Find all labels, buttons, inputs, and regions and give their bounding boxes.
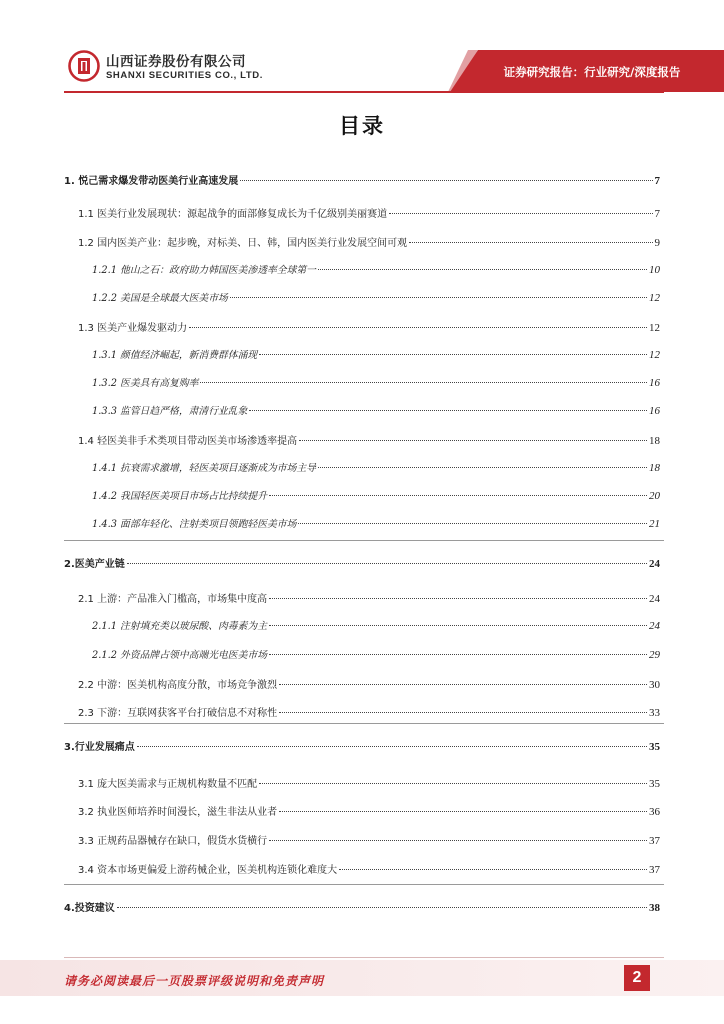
toc-dot-leader [389,213,652,214]
toc-dot-leader [318,467,647,468]
section-divider [64,540,664,541]
toc-dot-leader [339,869,647,870]
toc-entry-label: 1.3 医美产业爆发驱动力 [78,323,188,334]
toc-dot-leader [299,440,647,441]
toc-entry-page: 20 [649,490,660,502]
toc-entry-page: 18 [649,435,660,447]
toc-entry-page: 21 [649,518,660,530]
toc-entry-label: 1.2 国内医美产业：起步晚，对标美、日、韩，国内医美行业发展空间可观 [78,238,408,249]
toc-dot-leader [230,297,647,298]
toc-dot-leader [279,684,647,685]
page-header [0,0,724,90]
toc-entry[interactable] [78,319,660,335]
toc-entry[interactable] [92,262,660,278]
toc-entry-page: 37 [649,864,660,876]
toc-entry-page: 16 [649,377,660,389]
page-number: 2 [624,965,650,991]
toc-entry[interactable] [64,738,660,754]
toc-entry-label: 3.1 庞大医美需求与正规机构数量不匹配 [78,779,258,790]
toc-dot-leader [240,180,652,181]
toc-entry-page: 12 [649,322,660,334]
toc-entry-label: 2.1.1 注射填充类以玻尿酸、肉毒素为主 [92,621,267,632]
toc-entry-label: 2.1 上游：产品准入门槛高，市场集中度高 [78,594,268,605]
toc-entry-label: 1.2.2 美国是全球最大医美市场 [92,293,228,304]
toc-entry-label: 2.3 下游：互联网获客平台打破信息不对称性 [78,708,278,719]
toc-entry[interactable] [78,432,660,448]
toc-dot-leader [189,327,647,328]
toc-entry-page: 7 [654,175,660,187]
company-name-en: SHANXI SECURITIES CO., LTD. [106,70,263,81]
toc-dot-leader [269,654,647,655]
toc-entry-page: 16 [649,405,660,417]
toc-entry-page: 12 [649,292,660,304]
toc-dot-leader [137,746,647,747]
toc-entry[interactable] [92,460,660,476]
toc-entry-label: 1.3.2 医美具有高复购率 [92,378,199,389]
toc-entry-label: 1.3.3 监管日趋严格，肃清行业乱象 [92,406,248,417]
footer-divider [64,957,664,958]
disclaimer-text: 请务必阅读最后一页股票评级说明和免责声明 [64,974,325,988]
toc-dot-leader [409,242,652,243]
toc-entry-page: 33 [649,707,660,719]
toc-entry-label: 1.4.2 我国轻医美项目市场占比持续提升 [92,491,267,502]
toc-entry[interactable] [78,590,660,606]
toc-entry[interactable] [78,234,660,250]
toc-entry-page: 9 [654,237,660,249]
toc-entry-page: 24 [649,593,660,605]
toc-entry[interactable] [78,775,660,791]
toc-entry-page: 29 [649,649,660,661]
toc-entry-label: 1.2.1 他山之石：政府助力韩国医美渗透率全球第一 [92,265,316,276]
toc-entry-page: 7 [654,208,660,220]
shanxi-securities-logo-icon [68,50,100,82]
toc-entry[interactable] [92,647,660,663]
toc-entry-label: 1.1 医美行业发展现状：源起战争的面部修复成长为千亿级别美丽赛道 [78,209,388,220]
toc-entry[interactable] [92,618,660,634]
toc-entry-page: 18 [649,462,660,474]
toc-entry-label: 2.1.2 外资品牌占领中高端光电医美市场 [92,650,267,661]
toc-entry-page: 36 [649,806,660,818]
toc-dot-leader [269,625,647,626]
toc-entry-label: 3.2 执业医师培养时间漫长，滋生非法从业者 [78,807,278,818]
section-divider [64,723,664,724]
toc-dot-leader [259,783,647,784]
toc-entry-label: 1.3.1 颜值经济崛起，新消费群体涌现 [92,350,258,361]
toc-dot-leader [127,563,647,564]
toc-entry-page: 24 [649,558,660,570]
toc-entry-label: 3.3 正规药品器械存在缺口，假货水货横行 [78,836,268,847]
toc-entry-page: 10 [649,264,660,276]
toc-dot-leader [200,382,647,383]
page-footer [0,960,724,1000]
report-type: 证券研究报告：行业研究/深度报告 [503,65,681,79]
header-divider [64,91,664,93]
section-divider [64,884,664,885]
toc-entry[interactable] [78,676,660,692]
toc-entry-page: 35 [649,741,660,753]
toc-entry-label: 1.4 轻医美非手术类项目带动医美市场渗透率提高 [78,436,298,447]
toc-entry[interactable] [92,290,660,306]
toc-dot-leader [318,269,647,270]
toc-entry-page: 12 [649,349,660,361]
toc-entry[interactable] [78,832,660,848]
toc-dot-leader [279,712,647,713]
toc-entry-page: 24 [649,620,660,632]
toc-entry[interactable] [78,803,660,819]
toc-entry-page: 30 [649,679,660,691]
toc-entry[interactable] [92,488,660,504]
toc-entry-label: 1. 悦己需求爆发带动医美行业高速发展 [64,176,239,187]
toc-entry-label: 4.投资建议 [64,903,115,914]
toc-entry-label: 2.2 中游：医美机构高度分散，市场竞争激烈 [78,680,278,691]
toc-entry[interactable] [64,172,660,188]
toc-dot-leader [279,811,647,812]
toc-entry[interactable] [92,403,660,419]
toc-entry-label: 1.4.1 抗衰需求激增，轻医美项目逐渐成为市场主导 [92,463,316,474]
toc-entry[interactable] [78,861,660,877]
toc-dot-leader [269,598,647,599]
toc-entry[interactable] [78,704,660,720]
toc-entry[interactable] [78,205,660,221]
toc-dot-leader [117,907,647,908]
toc-dot-leader [269,495,647,496]
toc-entry[interactable] [92,347,660,363]
toc-entry-page: 38 [649,902,660,914]
company-name-cn: 山西证券股份有限公司 [106,54,246,70]
toc-entry-label: 1.4.3 面部年轻化、注射类项目领跑轻医美市场 [92,519,297,530]
toc-entry-label: 2.医美产业链 [64,559,125,570]
toc-dot-leader [259,354,647,355]
toc-dot-leader [249,410,647,411]
page-title: 目录 [339,114,385,138]
toc-entry-page: 37 [649,835,660,847]
toc-entry[interactable] [64,899,660,915]
toc-entry-label: 3.行业发展痛点 [64,742,135,753]
toc-entry[interactable] [92,516,660,532]
toc-dot-leader [298,523,647,524]
toc-entry-page: 35 [649,778,660,790]
toc-entry[interactable] [64,555,660,571]
toc-entry[interactable] [92,375,660,391]
toc-dot-leader [269,840,647,841]
toc-entry-label: 3.4 资本市场更偏爱上游药械企业，医美机构连锁化难度大 [78,865,338,876]
